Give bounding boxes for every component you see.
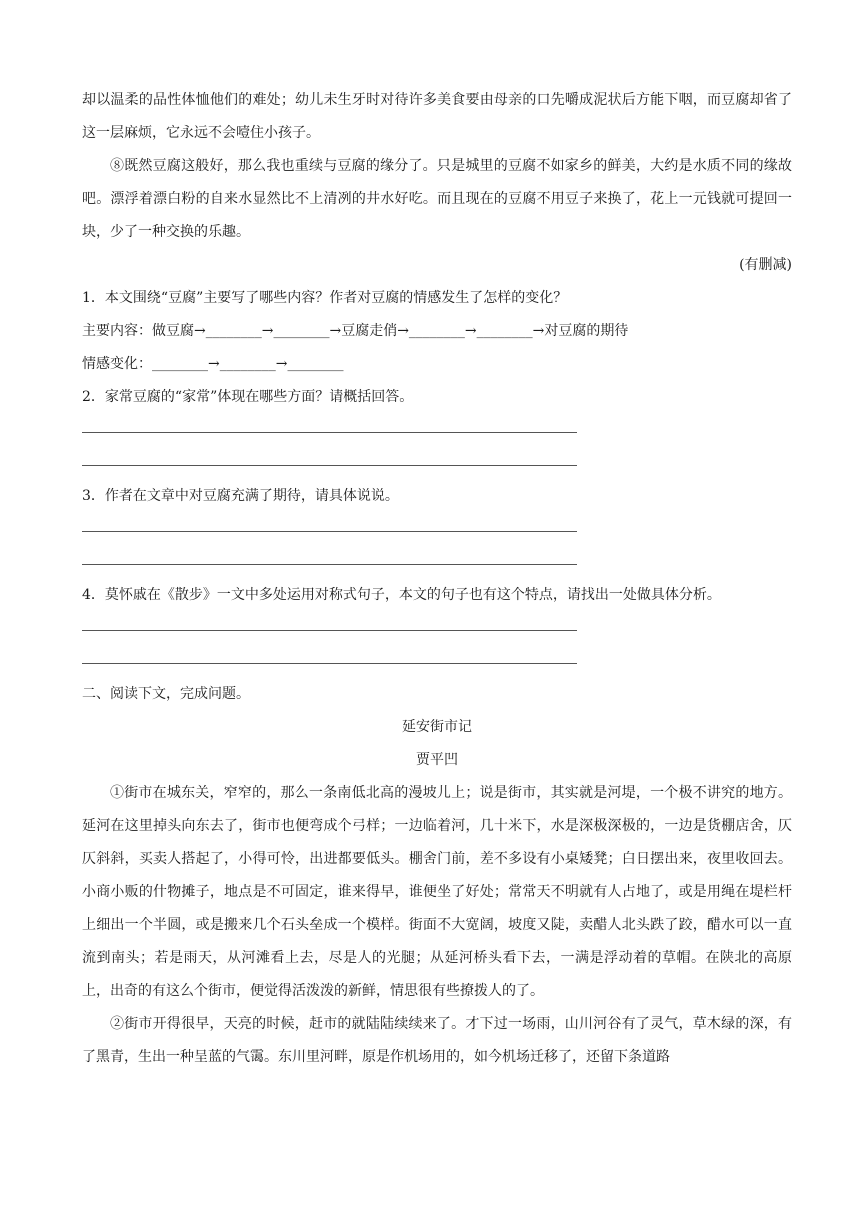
question-1: 1．本文围绕“豆腐”主要写了哪些内容？作者对豆腐的情感发生了怎样的变化？ <box>82 290 568 306</box>
article-paragraph-2: ②街市开得很早，天亮的时候，赶市的就陆陆续续来了。才下过一场雨，山川河谷有了灵气，草木绿的深，有了黑青，生出一种呈蓝的气霭。东川里河畔，原是作机场用的，如今机场迁移了，还留下条道路 <box>82 1016 792 1065</box>
article-author: 贾平凹 <box>416 752 458 768</box>
question-2: 2．家常豆腐的“家常”体现在哪些方面？请概括回答。 <box>82 389 414 405</box>
answer-line[interactable] <box>82 645 792 678</box>
article-title: 延安街市记 <box>402 719 472 735</box>
question-1-main-content-blanks: 主要内容：做豆腐→________→________→豆腐走俏→________→________→对豆腐的期待 <box>82 323 629 339</box>
answer-line[interactable] <box>82 447 792 480</box>
answer-line[interactable] <box>82 546 792 579</box>
article-paragraph-1: ①街市在城东关，窄窄的，那么一条南低北高的漫坡儿上；说是街市，其实就是河堤，一个极不讲究的地方。延河在这里掉头向东去了，街市也便弯成个弓样；一边临着河，几十米下，水是深极深极的，一边是货棚店舍，仄仄斜斜，买卖人搭起了，小得可怜，出进都要低头。棚舍门前，差不多设有小桌矮凳；白日摆出来，夜里收回去。小商小贩的什物摊子，地点是不可固定，谁来得早，谁便坐了好处；常常天不明就有人占地了，或是用绳在堤栏杆上细出一个半圆，或是搬来几个石头垒成一个模样。街面不大宽阔，坡度又陡，卖醋人北头跌了跤，醋水可以一直流到南头；若是雨天，从河滩看上去，尽是人的光腿；从延河桥头看下去，一满是浮动着的草帽。在陕北的高原上，出奇的有这么个街市，便觉得活泼泼的新鲜，情思很有些撩拨人的了。 <box>82 785 792 999</box>
question-3: 3．作者在文章中对豆腐充满了期待，请具体说说。 <box>82 488 399 504</box>
section-2-heading: 二、阅读下文，完成问题。 <box>82 686 250 702</box>
answer-line[interactable] <box>82 513 792 546</box>
question-4: 4．莫怀戚在《散步》一文中多处运用对称式句子，本文的句子也有这个特点，请找出一处做具体分析。 <box>82 587 721 603</box>
paragraph-8: ⑧既然豆腐这般好，那么我也重续与豆腐的缘分了。只是城里的豆腐不如家乡的鲜美，大约是水质不同的缘故吧。漂浮着漂白粉的自来水显然比不上清冽的井水好吃。而且现在的豆腐不用豆子来换了，花上一元钱就可提回一块，少了一种交换的乐趣。 <box>82 158 792 240</box>
paragraph-7-continued: 却以温柔的品性体恤他们的难处；幼儿未生牙时对待许多美食要由母亲的口先嚼成泥状后方能下咽，而豆腐却省了这一层麻烦，它永远不会噎住小孩子。 <box>82 92 792 141</box>
document-page <box>82 84 792 1074</box>
answer-line[interactable] <box>82 414 792 447</box>
abridged-note: (有删减) <box>739 257 792 273</box>
answer-line[interactable] <box>82 612 792 645</box>
question-1-emotion-blanks: 情感变化：________→________→________ <box>82 356 344 372</box>
